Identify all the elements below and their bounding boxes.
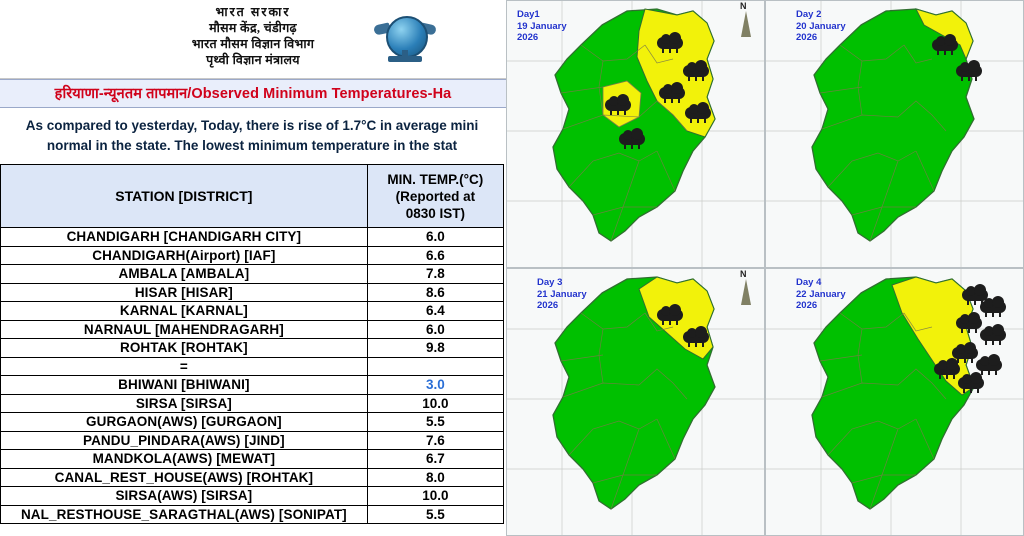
header-line-1: भारत सरकार bbox=[215, 5, 291, 19]
rain-cloud-icon bbox=[958, 375, 984, 392]
table-row bbox=[1, 394, 504, 413]
forecast-panel-day3[interactable] bbox=[506, 268, 765, 536]
compass-arrow bbox=[741, 11, 751, 37]
cell-station: ROHTAK [ROHTAK] bbox=[1, 339, 368, 358]
cell-station: = bbox=[1, 357, 368, 376]
cell-min-temp: 9.8 bbox=[367, 339, 503, 358]
compass-north-label: N bbox=[740, 1, 747, 11]
table-body bbox=[1, 228, 504, 524]
cell-min-temp: 10.0 bbox=[367, 487, 503, 506]
rain-cloud-icon bbox=[980, 327, 1006, 344]
table-row bbox=[1, 246, 504, 265]
column-header-temp-line2: (Reported at bbox=[395, 188, 476, 204]
bulletin-title-bar bbox=[0, 79, 506, 108]
cell-min-temp: 3.0 bbox=[367, 376, 503, 395]
panel-date-1a: 19 January bbox=[517, 20, 567, 32]
rain-cloud-icon bbox=[934, 361, 960, 378]
min-temperature-table bbox=[0, 164, 504, 524]
cell-station: GURGAON(AWS) [GURGAON] bbox=[1, 413, 368, 432]
page-title: हरियाणा-न्यूनतम तापमान/Observed Minimum Temperatures-Ha bbox=[54, 86, 452, 102]
cell-min-temp bbox=[367, 357, 503, 376]
cell-station: SIRSA [SIRSA] bbox=[1, 394, 368, 413]
rain-cloud-icon bbox=[605, 97, 631, 114]
cell-station: MANDKOLA(AWS) [MEWAT] bbox=[1, 450, 368, 469]
table-row bbox=[1, 468, 504, 487]
bulletin-header bbox=[0, 0, 506, 79]
cell-station: NARNAUL [MAHENDRAGARH] bbox=[1, 320, 368, 339]
rain-cloud-icon bbox=[657, 307, 683, 324]
rain-cloud-icon bbox=[956, 63, 982, 80]
cell-min-temp: 8.0 bbox=[367, 468, 503, 487]
cell-min-temp: 7.6 bbox=[367, 431, 503, 450]
rain-cloud-icon bbox=[976, 357, 1002, 374]
table-header-row bbox=[1, 165, 504, 228]
table-row bbox=[1, 357, 504, 376]
header-line-4: पृथ्वी विज्ञान मंत्रालय bbox=[206, 53, 300, 67]
cell-min-temp: 6.6 bbox=[367, 246, 503, 265]
rain-cloud-icon bbox=[657, 35, 683, 52]
panel-date-2a: 20 January bbox=[796, 20, 846, 32]
rain-cloud-icon bbox=[980, 299, 1006, 316]
cell-min-temp: 6.0 bbox=[367, 320, 503, 339]
summary-line-1: As compared to yesterday, Today, there is rise of 1.7°C in average mini bbox=[25, 118, 479, 133]
forecast-panel-day2[interactable] bbox=[765, 0, 1024, 268]
panel-day-4: Day 4 bbox=[796, 277, 822, 288]
cell-station: CHANDIGARH(Airport) [IAF] bbox=[1, 246, 368, 265]
panel-day-label-4 bbox=[796, 277, 846, 312]
column-header-temp-line1: MIN. TEMP.(°C) bbox=[387, 171, 484, 187]
rain-cloud-icon bbox=[932, 37, 958, 54]
cell-min-temp: 5.5 bbox=[367, 413, 503, 432]
table-row bbox=[1, 505, 504, 524]
table-row bbox=[1, 376, 504, 395]
column-header-station: STATION [DISTRICT] bbox=[1, 165, 368, 228]
panel-day-label-2 bbox=[796, 9, 846, 44]
panel-date-1b: 2026 bbox=[517, 32, 539, 43]
cell-station: CHANDIGARH [CHANDIGARH CITY] bbox=[1, 228, 368, 247]
cell-min-temp: 8.6 bbox=[367, 283, 503, 302]
panel-date-4a: 22 January bbox=[796, 288, 846, 300]
cell-min-temp: 6.4 bbox=[367, 302, 503, 321]
panel-day-1: Day1 bbox=[517, 9, 540, 20]
panel-date-2b: 2026 bbox=[796, 32, 818, 43]
column-header-temp-line3: 0830 IST) bbox=[405, 205, 465, 221]
compass-icon-1 bbox=[738, 3, 754, 45]
emblem-base bbox=[388, 56, 422, 62]
panel-date-3a: 21 January bbox=[537, 288, 587, 300]
summary-line-2: normal in the state. The lowest minimum temperature in the stat bbox=[46, 138, 458, 153]
table-row bbox=[1, 320, 504, 339]
table-row bbox=[1, 302, 504, 321]
table-row bbox=[1, 413, 504, 432]
cell-station: HISAR [HISAR] bbox=[1, 283, 368, 302]
panel-day-3: Day 3 bbox=[537, 277, 563, 288]
cell-station: NAL_RESTHOUSE_SARAGTHAL(AWS) [SONIPAT] bbox=[1, 505, 368, 524]
bulletin-summary bbox=[0, 108, 506, 162]
forecast-panel-day1[interactable] bbox=[506, 0, 765, 268]
cell-min-temp: 6.0 bbox=[367, 228, 503, 247]
rain-cloud-icon bbox=[685, 105, 711, 122]
panel-day-2: Day 2 bbox=[796, 9, 822, 20]
cell-station: SIRSA(AWS) [SIRSA] bbox=[1, 487, 368, 506]
cell-station: KARNAL [KARNAL] bbox=[1, 302, 368, 321]
rain-cloud-icon bbox=[956, 315, 982, 332]
imd-emblem-icon bbox=[374, 6, 436, 72]
table-header bbox=[1, 165, 504, 228]
rain-cloud-icon bbox=[683, 63, 709, 80]
column-header-temp bbox=[367, 165, 503, 228]
cell-station: AMBALA [AMBALA] bbox=[1, 265, 368, 284]
compass-north-label: N bbox=[740, 269, 747, 279]
panel-date-3b: 2026 bbox=[537, 300, 559, 311]
table-row bbox=[1, 431, 504, 450]
cell-min-temp: 7.8 bbox=[367, 265, 503, 284]
table-row bbox=[1, 265, 504, 284]
cell-station: PANDU_PINDARA(AWS) [JIND] bbox=[1, 431, 368, 450]
header-line-3: भारत मौसम विज्ञान विभाग bbox=[191, 37, 315, 51]
table-row bbox=[1, 283, 504, 302]
rain-cloud-icon bbox=[683, 329, 709, 346]
cell-min-temp: 10.0 bbox=[367, 394, 503, 413]
header-line-2: मौसम केंद्र, चंडीगढ़ bbox=[209, 21, 297, 35]
cell-min-temp: 5.5 bbox=[367, 505, 503, 524]
table-row bbox=[1, 450, 504, 469]
table-row bbox=[1, 228, 504, 247]
panel-date-4b: 2026 bbox=[796, 300, 818, 311]
panel-day-label-1 bbox=[517, 9, 567, 44]
table-row bbox=[1, 487, 504, 506]
rain-cloud-icon bbox=[659, 85, 685, 102]
table-row bbox=[1, 339, 504, 358]
compass-arrow bbox=[741, 279, 751, 305]
compass-icon-3 bbox=[738, 271, 754, 313]
forecast-panel-day4[interactable] bbox=[765, 268, 1024, 536]
cell-station: BHIWANI [BHIWANI] bbox=[1, 376, 368, 395]
panel-day-label-3 bbox=[537, 277, 587, 312]
rain-cloud-icon bbox=[619, 131, 645, 148]
cell-min-temp: 6.7 bbox=[367, 450, 503, 469]
forecast-map-grid bbox=[506, 0, 1024, 536]
imd-bulletin-panel bbox=[0, 0, 506, 536]
cell-station: CANAL_REST_HOUSE(AWS) [ROHTAK] bbox=[1, 468, 368, 487]
